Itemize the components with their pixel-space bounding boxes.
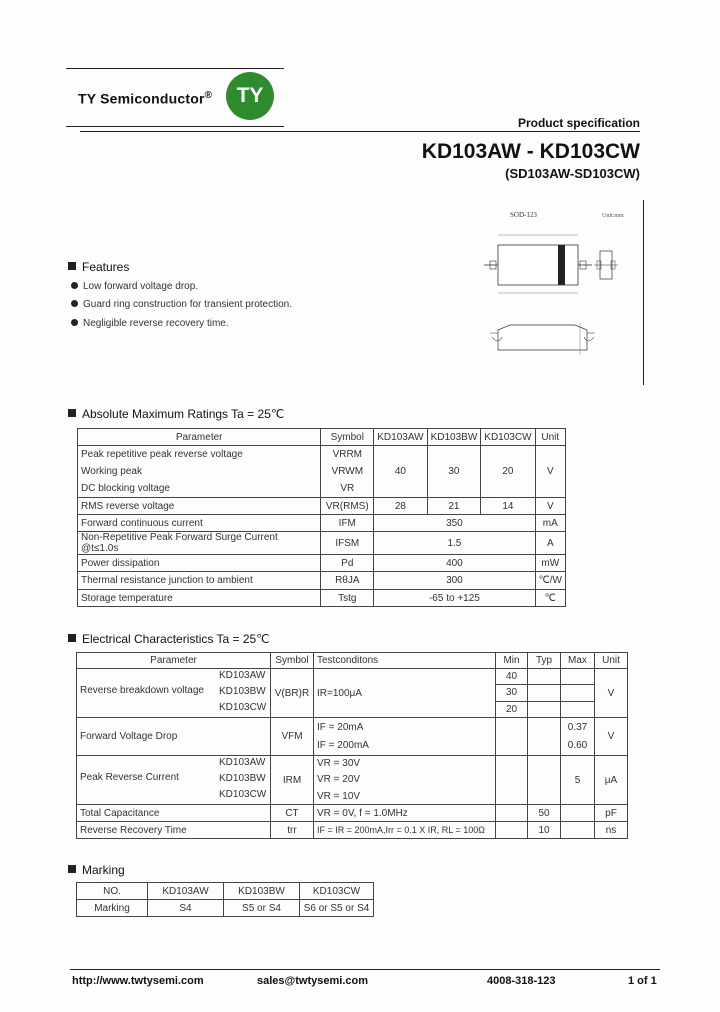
drawing-border — [643, 200, 644, 385]
symbol-cell: RθJA — [321, 572, 374, 590]
unit-cell: μA — [595, 756, 628, 805]
col-header: KD103AW — [374, 429, 427, 446]
param-cell: Forward Voltage Drop — [77, 718, 271, 756]
footer-rule — [70, 969, 660, 970]
symbol-cell: VR(RMS) — [321, 498, 374, 515]
features-heading: Features — [68, 260, 129, 274]
param-cell: DC blocking voltage — [78, 481, 321, 498]
brand-name: TY Semiconductor® — [78, 90, 213, 107]
abs-max-heading: Absolute Maximum Ratings Ta = 25℃ — [68, 407, 284, 421]
typ-cell: 50 — [528, 805, 561, 822]
symbol-cell: V(BR)R — [271, 669, 314, 718]
typ-cell — [528, 718, 561, 756]
col-header: KD103BW — [224, 883, 300, 900]
col-header: Symbol — [321, 429, 374, 446]
symbol-cell: IFM — [321, 515, 374, 532]
max-cell — [561, 822, 595, 839]
symbol-cell: IFSM — [321, 532, 374, 555]
symbol-cell: VRWM — [321, 463, 374, 481]
unit-cell: mA — [535, 515, 565, 532]
unit-cell: A — [535, 532, 565, 555]
feature-item: Low forward voltage drop. — [71, 281, 198, 292]
part-label: KD103AW — [219, 757, 266, 768]
marking-cell: S5 or S4 — [224, 900, 300, 917]
value-cell: 20 — [481, 446, 535, 498]
part-label: KD103CW — [219, 789, 267, 800]
unit-cell: V — [595, 669, 628, 718]
product-spec-label: Product specification — [517, 116, 640, 130]
symbol-cell: Pd — [321, 555, 374, 572]
max-cell: 0.37 — [561, 718, 595, 737]
min-cell: 40 — [496, 669, 528, 685]
footer-email[interactable]: sales@twtysemi.com — [257, 975, 368, 987]
package-name: SOD-123 — [510, 211, 537, 219]
marking-table — [76, 882, 374, 917]
symbol-cell: VRRM — [321, 446, 374, 463]
min-cell — [496, 718, 528, 756]
max-cell — [561, 669, 595, 685]
symbol-cell: CT — [271, 805, 314, 822]
symbol-cell: VFM — [271, 718, 314, 756]
min-cell — [496, 822, 528, 839]
marking-cell: S4 — [148, 900, 224, 917]
footer-url[interactable]: http://www.twtysemi.com — [72, 975, 204, 987]
value-cell: 1.5 — [374, 532, 535, 555]
value-cell: -65 to +125 — [374, 590, 535, 607]
min-cell — [496, 756, 528, 805]
unit-cell: pF — [595, 805, 628, 822]
elec-heading: Electrical Characteristics Ta = 25℃ — [68, 632, 270, 646]
abs-max-table — [77, 428, 566, 607]
col-header: Typ — [528, 653, 561, 669]
param-cell: Non-Repetitive Peak Forward Surge Current @t≤1.0s — [78, 532, 321, 555]
cond-cell: IF = 20mA — [314, 718, 496, 737]
part-label: KD103BW — [219, 686, 266, 697]
prc-param-cell — [77, 756, 271, 805]
col-header: NO. — [77, 883, 148, 900]
company-logo: TY — [226, 72, 274, 120]
typ-cell — [528, 669, 561, 685]
package-drawing — [480, 205, 640, 365]
unit-cell: ℃ — [535, 590, 565, 607]
col-header: KD103AW — [148, 883, 224, 900]
min-cell — [496, 805, 528, 822]
package-units: Unit:mm — [602, 213, 624, 219]
cond-cell: IF = 200mA — [314, 737, 496, 756]
param-cell: Reverse Recovery Time — [77, 822, 271, 839]
page-subtitle: (SD103AW-SD103CW) — [505, 166, 640, 181]
value-cell: 30 — [427, 446, 481, 498]
max-cell: 5 — [561, 756, 595, 805]
page-title: KD103AW - KD103CW — [421, 140, 640, 163]
col-header: KD103CW — [300, 883, 374, 900]
marking-heading: Marking — [68, 863, 125, 877]
col-header: Max — [561, 653, 595, 669]
min-cell: 20 — [496, 701, 528, 717]
col-header: Min — [496, 653, 528, 669]
part-label: KD103CW — [219, 702, 267, 713]
max-cell — [561, 805, 595, 822]
min-cell: 30 — [496, 685, 528, 701]
symbol-cell: Tstg — [321, 590, 374, 607]
param-cell: Storage temperature — [78, 590, 321, 607]
param-cell: Peak repetitive peak reverse voltage — [78, 446, 321, 463]
cond-cell: VR = 30V — [314, 756, 496, 772]
typ-cell — [528, 701, 561, 717]
feature-item: Guard ring construction for transient protection. — [71, 299, 292, 310]
header-rule-top — [66, 68, 284, 69]
param-cell: Total Capacitance — [77, 805, 271, 822]
param-text: Peak Reverse Current — [80, 772, 179, 783]
title-rule — [80, 131, 640, 132]
unit-cell: ns — [595, 822, 628, 839]
cond-cell: VR = 10V — [314, 788, 496, 804]
part-label: KD103BW — [219, 773, 266, 784]
col-header: KD103CW — [481, 429, 535, 446]
value-cell: 21 — [427, 498, 481, 515]
max-cell — [561, 685, 595, 701]
unit-cell: V — [595, 718, 628, 756]
value-cell: 400 — [374, 555, 535, 572]
cond-cell: IF = IR = 200mA,Irr = 0.1 X IR, RL = 100Ω — [314, 822, 496, 839]
param-text: Reverse breakdown voltage — [80, 685, 204, 696]
col-header: Symbol — [271, 653, 314, 669]
cond-cell: VR = 20V — [314, 772, 496, 788]
header-rule-bottom — [66, 126, 284, 127]
feature-item: Negligible reverse recovery time. — [71, 318, 229, 329]
symbol-cell: IRM — [271, 756, 314, 805]
col-header: KD103BW — [427, 429, 481, 446]
footer-phone: 4008-318-123 — [487, 975, 556, 987]
unit-cell: ℃/W — [535, 572, 565, 590]
value-cell: 40 — [374, 446, 427, 498]
param-cell: Thermal resistance junction to ambient — [78, 572, 321, 590]
elec-table — [76, 652, 628, 839]
symbol-cell: trr — [271, 822, 314, 839]
param-cell: Working peak — [78, 463, 321, 481]
value-cell: 14 — [481, 498, 535, 515]
footer-page: 1 of 1 — [628, 975, 657, 987]
value-cell: 350 — [374, 515, 535, 532]
col-header: Parameter — [77, 653, 271, 669]
param-cell: RMS reverse voltage — [78, 498, 321, 515]
typ-cell: 10 — [528, 822, 561, 839]
cond-cell: IR=100μA — [314, 669, 496, 718]
cond-cell: VR = 0V, f = 1.0MHz — [314, 805, 496, 822]
symbol-cell: VR — [321, 481, 374, 498]
unit-cell: V — [535, 498, 565, 515]
col-header: Parameter — [78, 429, 321, 446]
unit-cell: V — [535, 446, 565, 498]
max-cell: 0.60 — [561, 737, 595, 756]
param-cell: Power dissipation — [78, 555, 321, 572]
param-cell: Forward continuous current — [78, 515, 321, 532]
value-cell: 28 — [374, 498, 427, 515]
col-header: Testconditons — [314, 653, 496, 669]
value-cell: 300 — [374, 572, 535, 590]
typ-cell — [528, 685, 561, 701]
breakdown-param-cell — [77, 669, 271, 718]
max-cell — [561, 701, 595, 717]
col-header: Unit — [595, 653, 628, 669]
unit-cell: mW — [535, 555, 565, 572]
col-header: Unit — [535, 429, 565, 446]
part-label: KD103AW — [219, 670, 266, 681]
marking-cell: S6 or S5 or S4 — [300, 900, 374, 917]
marking-cell: Marking — [77, 900, 148, 917]
typ-cell — [528, 756, 561, 805]
